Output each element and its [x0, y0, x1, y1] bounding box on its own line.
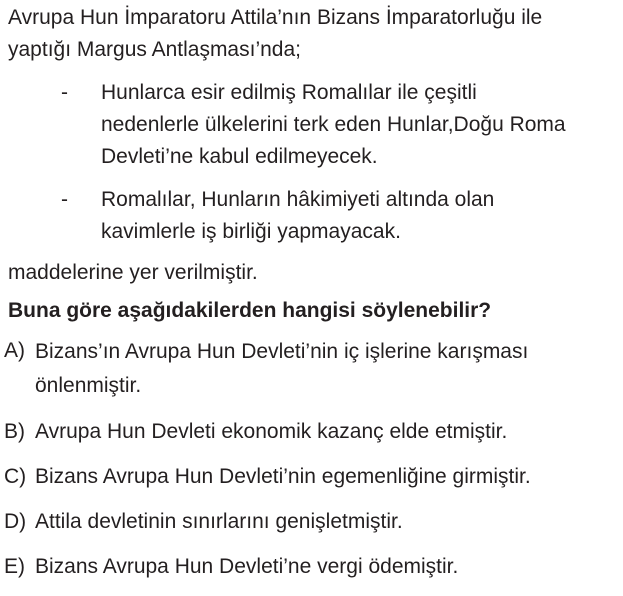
option-d-text: Attila devletinin sınırlarını genişletmiştir. [35, 510, 403, 533]
option-letter: A) [4, 339, 25, 362]
option-a-line-2: önlenmiştir. [35, 374, 142, 397]
option-letter: C) [4, 465, 27, 488]
bullet-dash: - [61, 188, 68, 211]
treaty-article-1-line-2: nedenlerle ülkelerini terk eden Hunlar,Doğu Roma [101, 113, 566, 136]
treaty-article-1-line-1: Hunlarca esir edilmiş Romalılar ile çeşitli [101, 81, 477, 104]
option-c-text: Bizans Avrupa Hun Devleti’nin egemenliğine girmiştir. [35, 465, 531, 488]
option-a-line-1: Bizans’ın Avrupa Hun Devleti’nin iç işlerine karışması [35, 340, 529, 363]
answer-option-a[interactable] [4, 335, 620, 403]
intro-line-1: Avrupa Hun İmparatoru Attila’nın Bizans İmparatorluğu ile [8, 6, 543, 29]
answer-option-d[interactable] [4, 506, 620, 538]
answer-options [4, 335, 620, 583]
option-letter: B) [4, 420, 25, 443]
treaty-article-1 [8, 77, 620, 173]
option-b-text: Avrupa Hun Devleti ekonomik kazanç elde etmiştir. [35, 420, 508, 443]
question-stem: Buna göre aşağıdakilerden hangisi söylenebilir? [8, 299, 492, 322]
question-closing: maddelerine yer verilmiştir. [8, 261, 258, 284]
question-intro [8, 0, 620, 66]
treaty-article-2-line-2: kavimlerle iş birliği yapmayacak. [101, 220, 401, 243]
answer-option-b[interactable] [4, 416, 620, 448]
answer-option-e[interactable] [4, 551, 620, 583]
option-e-text: Bizans Avrupa Hun Devleti’ne vergi ödemiştir. [35, 555, 459, 578]
intro-line-2: yaptığı Margus Antlaşması’nda; [8, 38, 301, 61]
answer-option-c[interactable] [4, 461, 620, 493]
treaty-article-1-line-3: Devleti’ne kabul edilmeyecek. [101, 145, 378, 168]
bullet-dash: - [61, 81, 68, 104]
treaty-article-2-line-1: Romalılar, Hunların hâkimiyeti altında olan [101, 188, 495, 211]
treaty-article-2 [8, 184, 620, 248]
treaty-articles-list [8, 77, 620, 248]
question-block [4, 0, 620, 596]
option-letter: E) [4, 555, 25, 578]
option-letter: D) [4, 510, 27, 533]
